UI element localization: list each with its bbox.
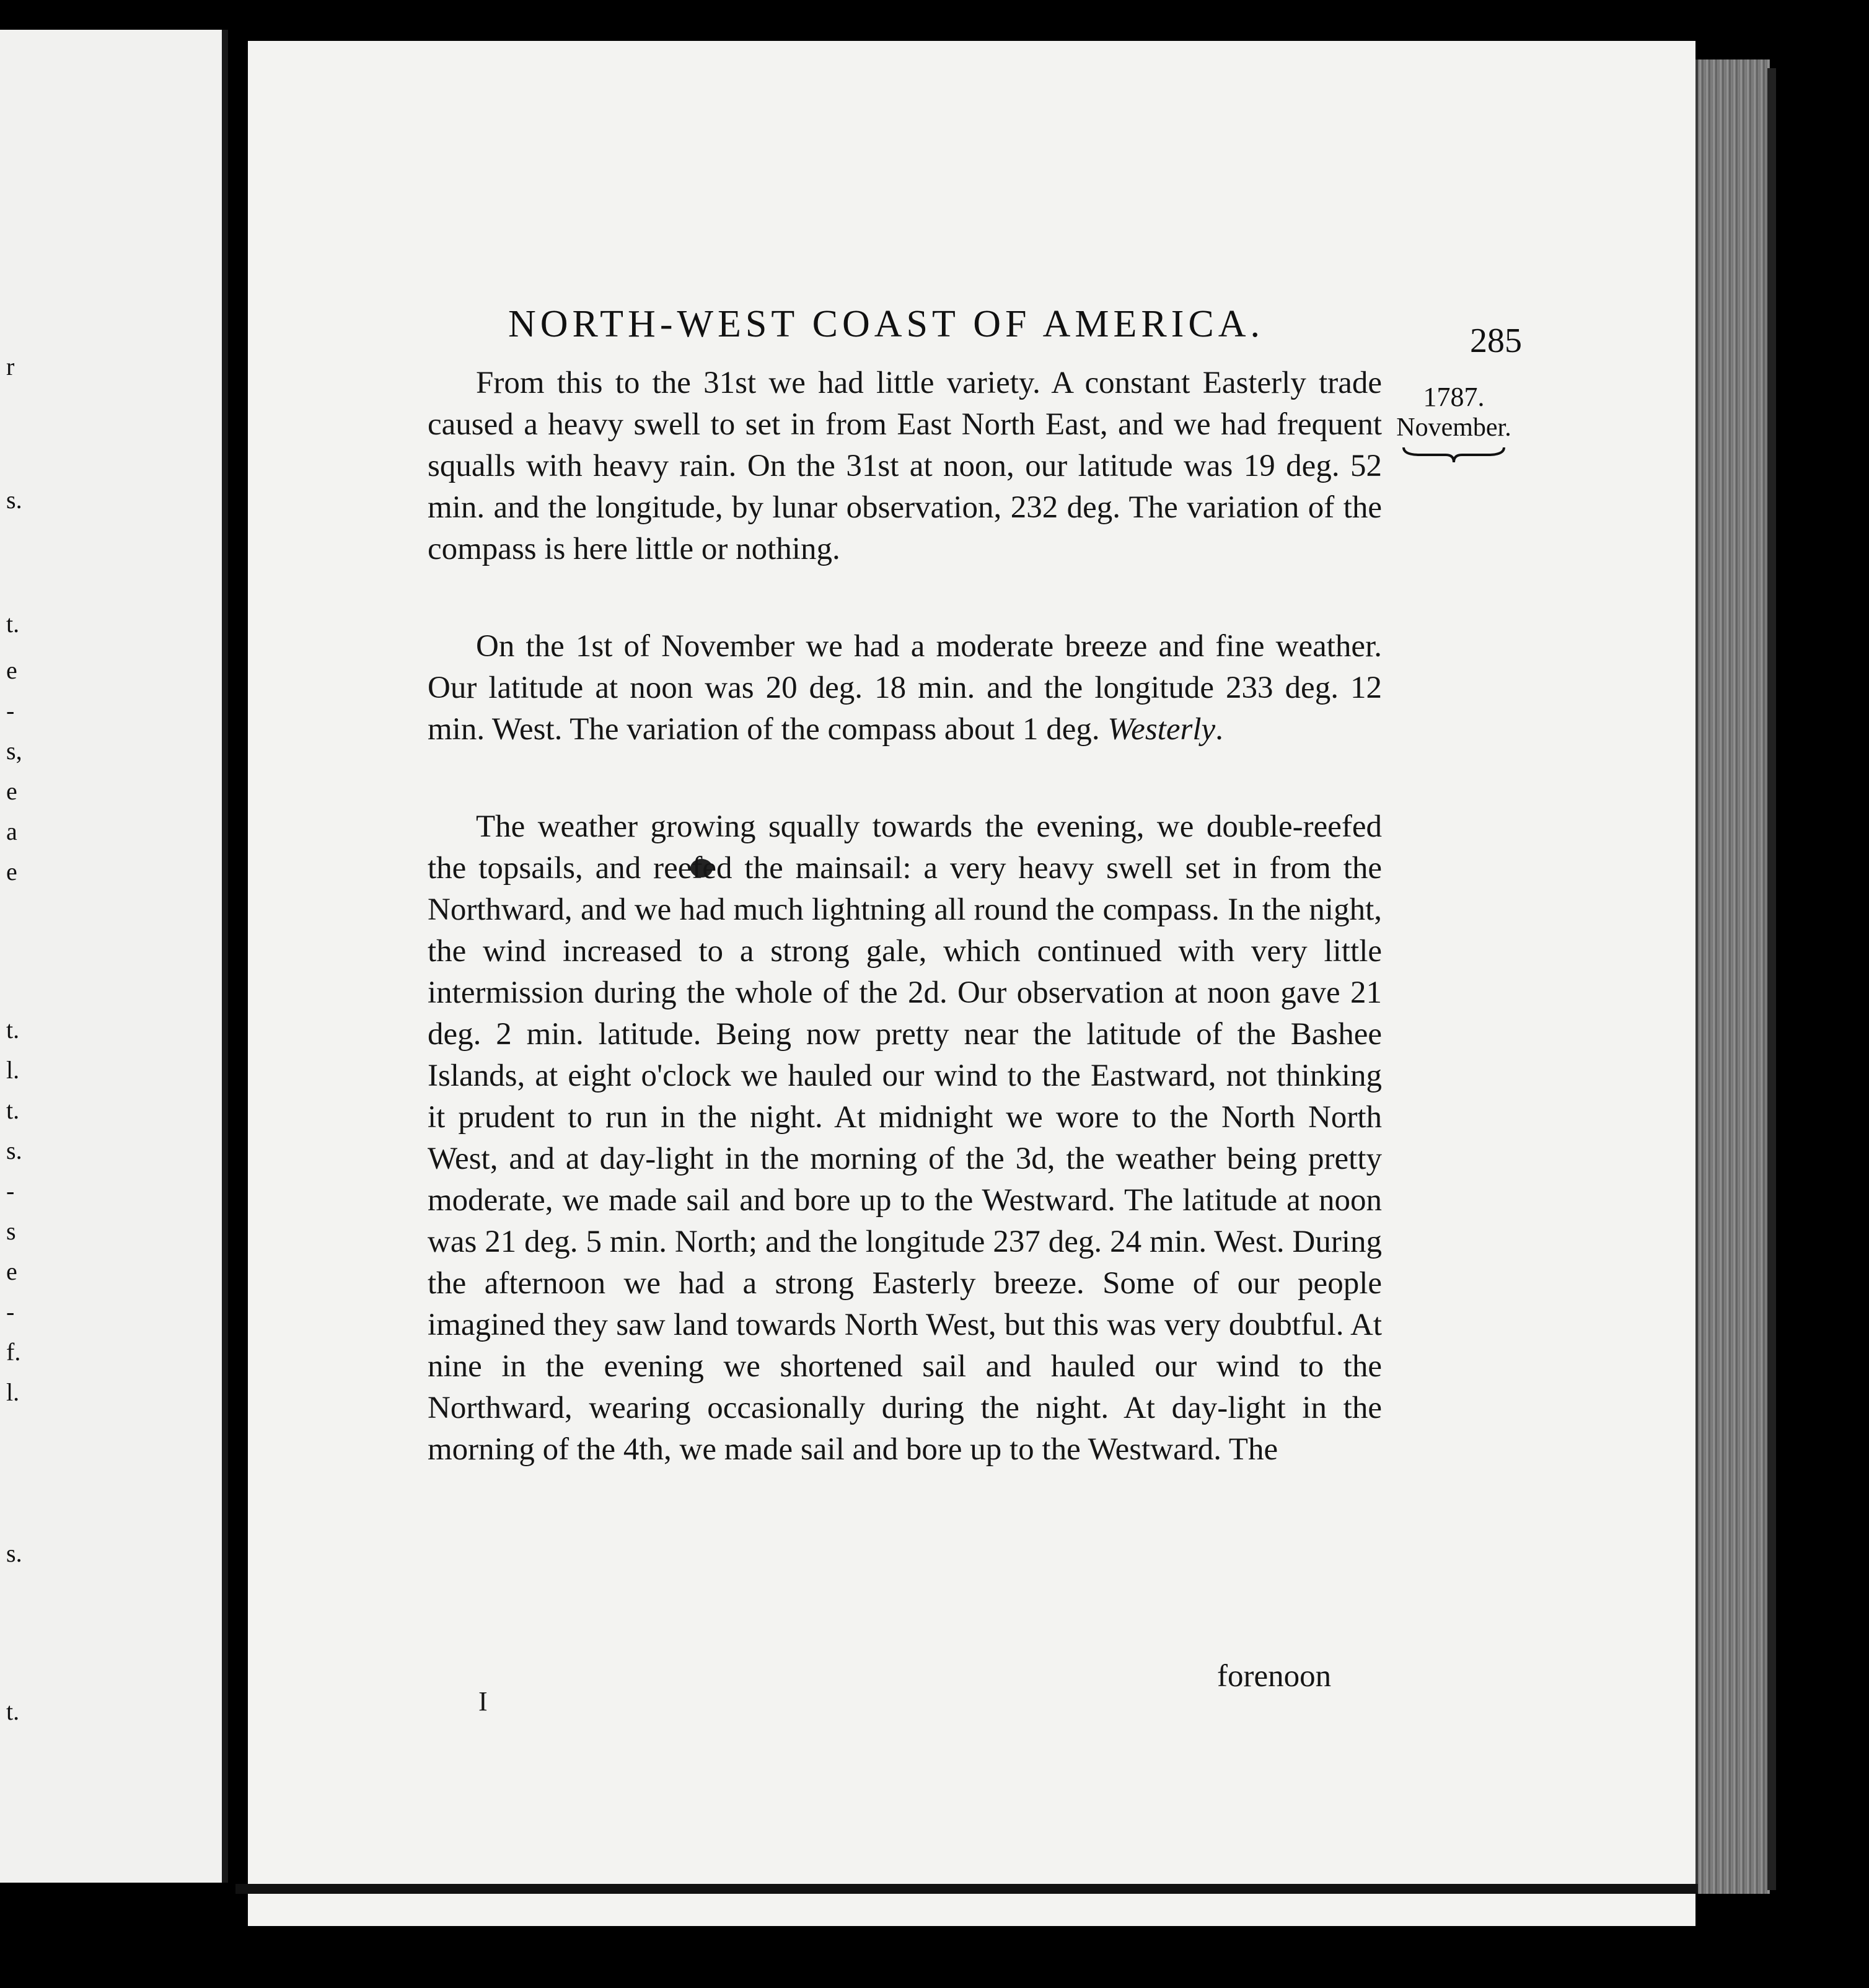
left-fragment: e — [6, 777, 17, 805]
paragraph-2-text: On the 1st of November we had a moderate breeze and fine weather. Our latitude at noon was 20 deg. 18 min. and the longitude 233 deg. 12 min. West. The variation of the compass about 1 deg. — [428, 629, 1382, 747]
left-fragment: s, — [6, 737, 22, 765]
paragraph-2-italic: Westerly — [1107, 712, 1216, 747]
left-fragment: t. — [6, 1016, 20, 1044]
left-fragment: l. — [6, 1056, 20, 1084]
margin-date-note — [1386, 382, 1522, 464]
left-fragment: f. — [6, 1338, 21, 1366]
left-fragment: t. — [6, 1697, 20, 1725]
page-number: 285 — [1470, 322, 1522, 360]
left-fragment: s. — [6, 1539, 22, 1567]
brace-icon — [1401, 445, 1506, 464]
signature-mark: I — [478, 1686, 488, 1717]
paragraph-3: The weather growing squally towards the evening, we double-reefed the topsails, and reefed the mainsail: a very heavy swell set in from the Northward, and we had much lightning all round the compass. In the night, the wind increased to a strong gale, which continued with very little intermission during the whole of the 2d. Our observation at noon gave 21 deg. 2 min. latitude. Being now pretty near the latitude of the Bashee Islands, at eight o'clock we hauled our wind to the Eastward, not thinking it prudent to run in the night. At midnight we wore to the North North West, and at day-light in the morning of the 3d, the weather being pretty moderate, we made sail and bore up to the Westward. The latitude at noon was 21 deg. 5 min. North; and the longitude 237 deg. 24 min. West. During the afternoon we had a strong Easterly breeze. Some of our people imagined they saw land towards North West, but this was very doubtful. At nine in the evening we shortened sail and hauled our wind to the Northward, wearing occasionally during the night. At day-light in the morning of the 4th, we made sail and bore up to the Westward. The — [428, 809, 1382, 1467]
left-fragment: - — [6, 697, 15, 724]
left-fragment: l. — [6, 1378, 20, 1406]
left-fragment: t. — [6, 1096, 20, 1124]
left-fragment: s — [6, 1217, 16, 1245]
left-fragment: e — [6, 1257, 17, 1285]
left-fragment: s. — [6, 486, 22, 514]
left-fragment: t. — [6, 610, 20, 638]
left-page-text-fragments — [0, 30, 222, 1883]
paragraph-2 — [428, 626, 1382, 750]
left-fragment: - — [6, 1298, 15, 1326]
paragraph-1: From this to the 31st we had little variety. A constant Easterly trade caused a heavy swell to set in from East North East, and we had frequent squalls with heavy rain. On the 31st at noon, our latitude was 19 deg. 52 min. and the longitude, by lunar observation, 232 deg. The variation of the compass is here little or nothing. — [428, 366, 1382, 566]
page-edge-shadow — [1767, 68, 1776, 1890]
margin-month: November. — [1396, 413, 1511, 442]
page-edge-stack — [1695, 59, 1770, 1894]
left-fragment: e — [6, 858, 17, 886]
left-fragment: s. — [6, 1137, 22, 1164]
paragraph-2-end: . — [1215, 712, 1223, 747]
running-head: NORTH-WEST COAST OF AMERICA. — [508, 303, 1264, 345]
left-fragment: a — [6, 817, 17, 845]
bottom-gutter — [235, 1884, 1698, 1894]
left-fragment: r — [6, 353, 15, 380]
left-facing-page — [0, 30, 228, 1883]
catchword: forenoon — [1217, 1659, 1332, 1694]
left-fragment: e — [6, 656, 17, 684]
body-text — [428, 363, 1382, 1526]
margin-year: 1787. — [1423, 382, 1485, 412]
left-fragment: - — [6, 1177, 15, 1205]
